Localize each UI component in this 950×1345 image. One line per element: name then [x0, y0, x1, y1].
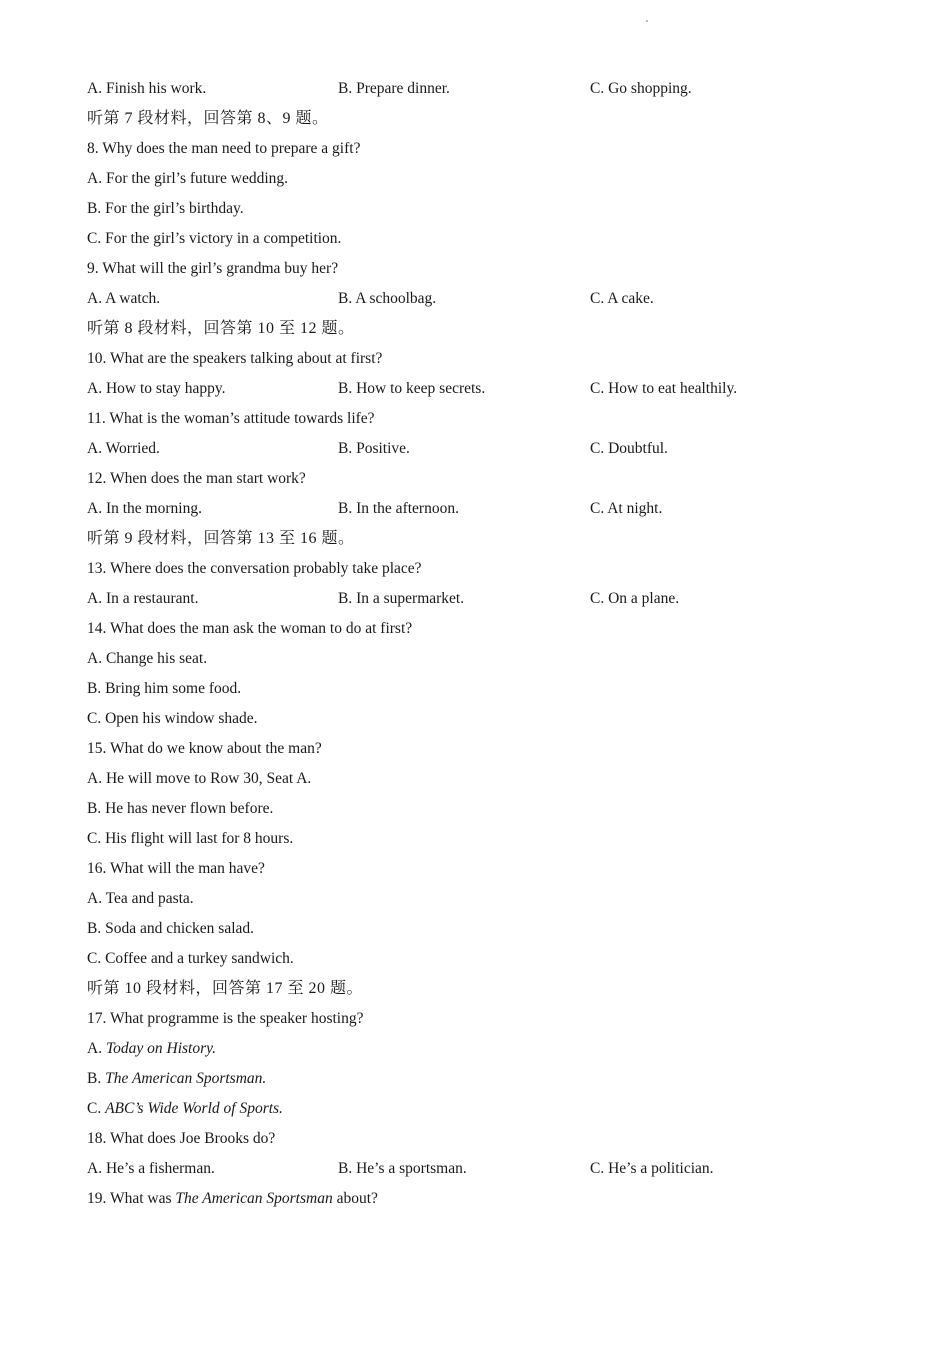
option-a: A. In the morning.: [87, 500, 202, 517]
option-line: B. He has never flown before.: [87, 800, 274, 817]
option-line: C. Coffee and a turkey sandwich.: [87, 950, 294, 967]
option-prefix: A.: [87, 1040, 106, 1057]
question-line: 15. What do we know about the man?: [87, 740, 322, 757]
option-row: [0, 498, 950, 520]
option-row: [0, 378, 950, 400]
option-c: C. He’s a politician.: [590, 1160, 714, 1177]
programme-title: Today on History.: [105, 1040, 217, 1057]
question-line: 18. What does Joe Brooks do?: [87, 1130, 276, 1147]
option-c: C. A cake.: [590, 290, 654, 307]
option-line: B. Soda and chicken salad.: [87, 920, 255, 937]
option-a: A. How to stay happy.: [87, 380, 226, 397]
option-line: C. His flight will last for 8 hours.: [87, 830, 294, 847]
option-row: [0, 288, 950, 310]
option-line: B. Bring him some food.: [87, 680, 242, 697]
option-c: C. Doubtful.: [590, 440, 668, 457]
option-a: A. A watch.: [87, 290, 161, 307]
option-a: A. He’s a fisherman.: [87, 1160, 215, 1177]
option-line: [87, 1038, 216, 1060]
option-a: A. Finish his work.: [87, 80, 207, 97]
page-speck: [646, 20, 648, 22]
section-heading: 听第 10 段材料，回答第 17 至 20 题。: [87, 980, 364, 997]
option-line: A. Tea and pasta.: [87, 890, 194, 907]
option-b: B. How to keep secrets.: [338, 380, 486, 397]
option-line: C. For the girl’s victory in a competition.: [87, 230, 342, 247]
question-line: 14. What does the man ask the woman to do at first?: [87, 620, 413, 637]
option-line: [87, 1068, 266, 1090]
question-line: 12. When does the man start work?: [87, 470, 306, 487]
programme-title: ABC’s Wide World of Sports.: [105, 1100, 283, 1117]
option-row: [0, 588, 950, 610]
section-heading: 听第 9 段材料，回答第 13 至 16 题。: [87, 530, 355, 547]
programme-title: The American Sportsman: [175, 1190, 333, 1207]
option-line: [87, 1098, 283, 1120]
option-line: C. Open his window shade.: [87, 710, 258, 727]
question-line: 11. What is the woman’s attitude towards life?: [87, 410, 375, 427]
option-line: A. For the girl’s future wedding.: [87, 170, 289, 187]
question-suffix: about?: [332, 1190, 378, 1207]
question-line: 8. Why does the man need to prepare a gift?: [87, 140, 361, 157]
section-heading: 听第 7 段材料，回答第 8、9 题。: [87, 110, 329, 127]
option-a: A. Worried.: [87, 440, 160, 457]
option-row: [0, 1158, 950, 1180]
option-a: A. In a restaurant.: [87, 590, 199, 607]
option-b: B. Prepare dinner.: [338, 80, 450, 97]
section-heading: 听第 8 段材料，回答第 10 至 12 题。: [87, 320, 355, 337]
programme-title: The American Sportsman.: [105, 1070, 267, 1087]
option-b: B. He’s a sportsman.: [338, 1160, 467, 1177]
option-line: A. Change his seat.: [87, 650, 208, 667]
option-prefix: B.: [87, 1070, 106, 1087]
question-line: 13. Where does the conversation probably take place?: [87, 560, 422, 577]
option-c: C. On a plane.: [590, 590, 680, 607]
question-line: 9. What will the girl’s grandma buy her?: [87, 260, 339, 277]
question-line: 16. What will the man have?: [87, 860, 265, 877]
question-prefix: 19. What was: [87, 1190, 176, 1207]
option-row: [0, 438, 950, 460]
option-b: B. Positive.: [338, 440, 410, 457]
option-prefix: C.: [87, 1100, 106, 1117]
option-c: C. At night.: [590, 500, 663, 517]
option-c: C. How to eat healthily.: [590, 380, 738, 397]
option-b: B. In a supermarket.: [338, 590, 465, 607]
option-line: B. For the girl’s birthday.: [87, 200, 244, 217]
option-row: [0, 78, 950, 100]
question-line: [87, 1188, 378, 1210]
option-line: A. He will move to Row 30, Seat A.: [87, 770, 312, 787]
option-b: B. A schoolbag.: [338, 290, 437, 307]
question-line: 10. What are the speakers talking about at first?: [87, 350, 383, 367]
question-line: 17. What programme is the speaker hosting?: [87, 1010, 364, 1027]
option-c: C. Go shopping.: [590, 80, 692, 97]
option-b: B. In the afternoon.: [338, 500, 459, 517]
